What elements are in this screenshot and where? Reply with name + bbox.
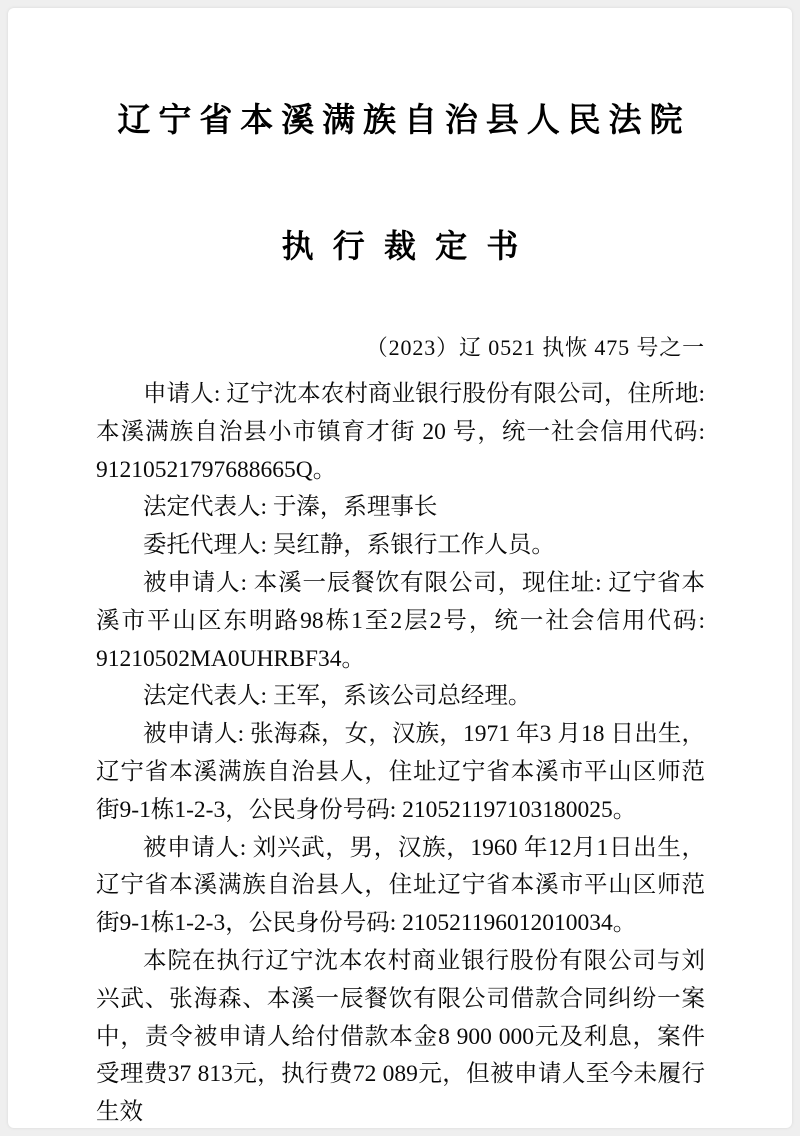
document-page — [8, 8, 792, 1128]
paragraph-respondent-liu: 被申请人: 刘兴武，男，汉族，1960 年12月1日出生，辽宁省本溪满族自治县人，住址辽宁省本溪市平山区师范街9-1栋1-2-3，公民身份号码: 210521196012010034。 — [96, 834, 705, 937]
paragraph-respondent-company: 被申请人: 本溪一辰餐饮有限公司，现住址: 辽宁省本溪市平山区东明路98栋1至2层2号，统一社会信用代码: 91210502MA0UHRBF34。 — [96, 569, 705, 672]
document-title: 执行裁定书 — [281, 228, 538, 264]
paragraph-case-summary: 本院在执行辽宁沈本农村商业银行股份有限公司与刘兴武、张海森、本溪一辰餐饮有限公司借款合同纠纷一案中，责令被申请人给付借款本金8 900 000元及利息，案件受理费37 813元，执行费72 089元，但被申请人至今未履行生效 — [96, 947, 705, 1126]
document-body — [8, 362, 792, 1128]
paragraph-applicant: 申请人: 辽宁沈本农村商业银行股份有限公司，住所地: 本溪满族自治县小市镇育才街 20 号，统一社会信用代码: 91210521797688665Q。 — [96, 381, 705, 483]
paragraph-legal-rep-company: 法定代表人: 王军，系该公司总经理。 — [143, 683, 532, 710]
court-name: 辽宁省本溪满族自治县人民法院 — [117, 103, 691, 139]
case-number: （2023）辽 0521 执恢 475 号之一 — [365, 335, 705, 360]
paragraph-entrusted-agent: 委托代理人: 吴红静，系银行工作人员。 — [143, 532, 555, 559]
paragraph-legal-rep-bank: 法定代表人: 于溱，系理事长 — [143, 494, 438, 521]
paragraph-respondent-zhang: 被申请人: 张海森，女，汉族，1971 年3 月18 日出生，辽宁省本溪满族自治县人，住址辽宁省本溪市平山区师范街9-1栋1-2-3，公民身份号码: 210521197103180025。 — [96, 721, 705, 823]
